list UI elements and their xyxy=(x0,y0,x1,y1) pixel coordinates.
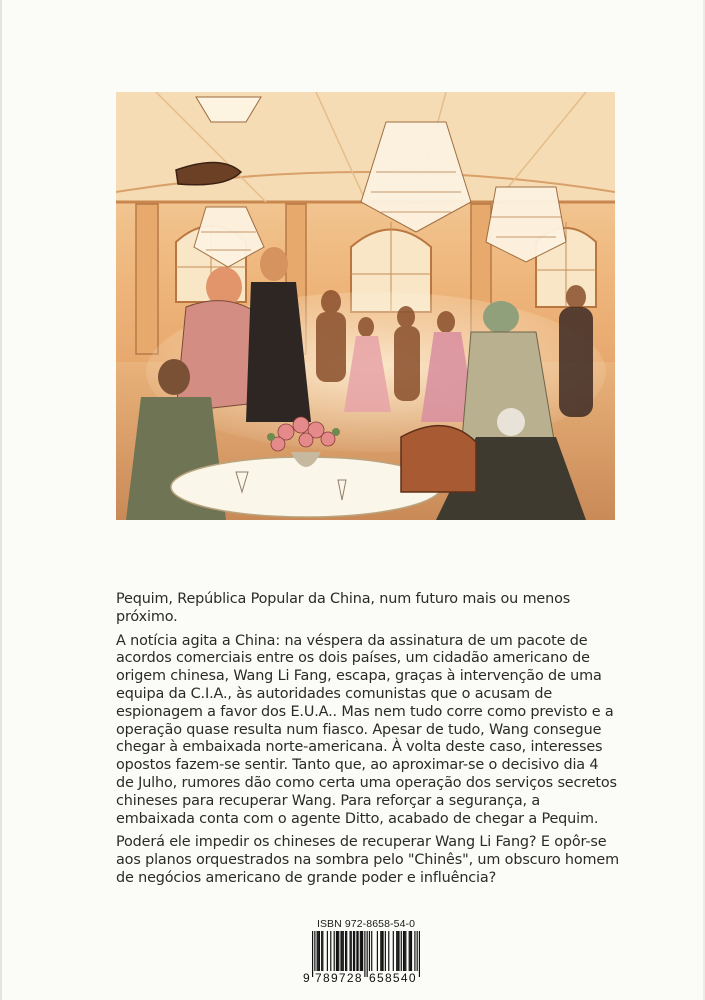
barcode-bar xyxy=(396,931,397,971)
barcode-bar xyxy=(340,931,341,971)
barcode-digits-right: 658540 xyxy=(369,971,417,985)
barcode-bar xyxy=(360,931,361,971)
barcode-bar xyxy=(403,931,404,971)
barcode-bar xyxy=(327,931,328,971)
barcode-bar xyxy=(404,931,405,971)
barcode-bar xyxy=(411,931,412,971)
barcode-bar xyxy=(337,931,338,971)
barcode-bar xyxy=(330,931,331,971)
barcode-bar xyxy=(336,931,337,971)
barcode-bar xyxy=(343,931,344,971)
barcode-bar xyxy=(388,931,389,971)
barcode-digits-left: 789728 xyxy=(315,971,363,985)
barcode-bar xyxy=(338,931,339,971)
barcode-bar xyxy=(362,931,363,971)
barcode-bar xyxy=(369,931,370,971)
barcode-bar xyxy=(398,931,399,971)
barcode-bar xyxy=(410,931,411,971)
barcode-bar xyxy=(357,931,358,971)
barcode-bar xyxy=(345,931,346,971)
barcode-bar xyxy=(356,931,357,971)
barcode-bar xyxy=(382,931,383,971)
barcode-bar xyxy=(321,931,322,971)
back-cover-blurb xyxy=(116,591,620,894)
barcode-bar xyxy=(377,931,378,971)
barcode-bar xyxy=(351,931,352,971)
barcode-bar xyxy=(409,931,410,971)
barcode-bar xyxy=(361,931,362,971)
barcode-bar xyxy=(380,931,381,971)
barcode-bar xyxy=(353,931,354,971)
barcode-bar xyxy=(318,931,319,971)
barcode-bar xyxy=(346,931,347,971)
barcode-bar xyxy=(322,931,323,971)
barcode-bar xyxy=(317,931,318,971)
ballroom-illustration-icon xyxy=(116,92,615,520)
barcode-bar xyxy=(405,931,406,971)
barcode-bar xyxy=(401,931,402,971)
barcode-bar xyxy=(371,931,372,971)
blurb-paragraph-3: Poderá ele impedir os chineses de recuperar Wang Li Fang? E opôr-se aos planos orquestrados na sombra pelo "Chinês", um obscuro homem de negócios americano de grande poder e influência? xyxy=(116,834,620,886)
barcode-bar xyxy=(393,931,394,971)
barcode-bar xyxy=(414,931,415,971)
barcode-bar xyxy=(397,931,398,971)
barcode-digits xyxy=(302,971,426,985)
barcode-digit-first: 9 xyxy=(303,971,310,985)
barcode-bar xyxy=(342,931,343,971)
barcode-bar xyxy=(381,931,382,971)
barcode-bar xyxy=(354,931,355,971)
ballroom-illustration xyxy=(116,92,615,520)
barcode-bar xyxy=(319,931,320,971)
barcode-bar xyxy=(385,931,386,971)
blurb-paragraph-1: Pequim, República Popular da China, num futuro mais ou menos próximo. xyxy=(116,591,571,625)
barcode-bar xyxy=(334,931,335,971)
barcode-bar xyxy=(350,931,351,971)
isbn-label: ISBN 972-8658-54-0 xyxy=(316,918,416,930)
blurb-paragraph-2: A notícia agita a China: na véspera da assinatura de um pacote de acordos comerciais entre os dois países, um cidadão americano de origem chinesa, Wang Li Fang, escapa, graças à intervenção de uma equipa da C.I.A., às autoridades comunistas que o acusam de espionagem a favor dos E.U.A.. Mas nem tudo corre como previsto e a operação quase resulta num fiasco. Apesar de tudo, Wang consegue chegar à embaixada norte-americana. À volta deste caso, interesses opostos fazem-se sentir. Tanto que, ao aproximar-se o decisivo dia 4 de Julho, rumores dão como certa uma operação dos serviços secretos chineses para recuperar Wang. Para reforçar a segurança, a embaixada conta com o agente Ditto, acabado de chegar a Pequim. xyxy=(116,632,617,827)
